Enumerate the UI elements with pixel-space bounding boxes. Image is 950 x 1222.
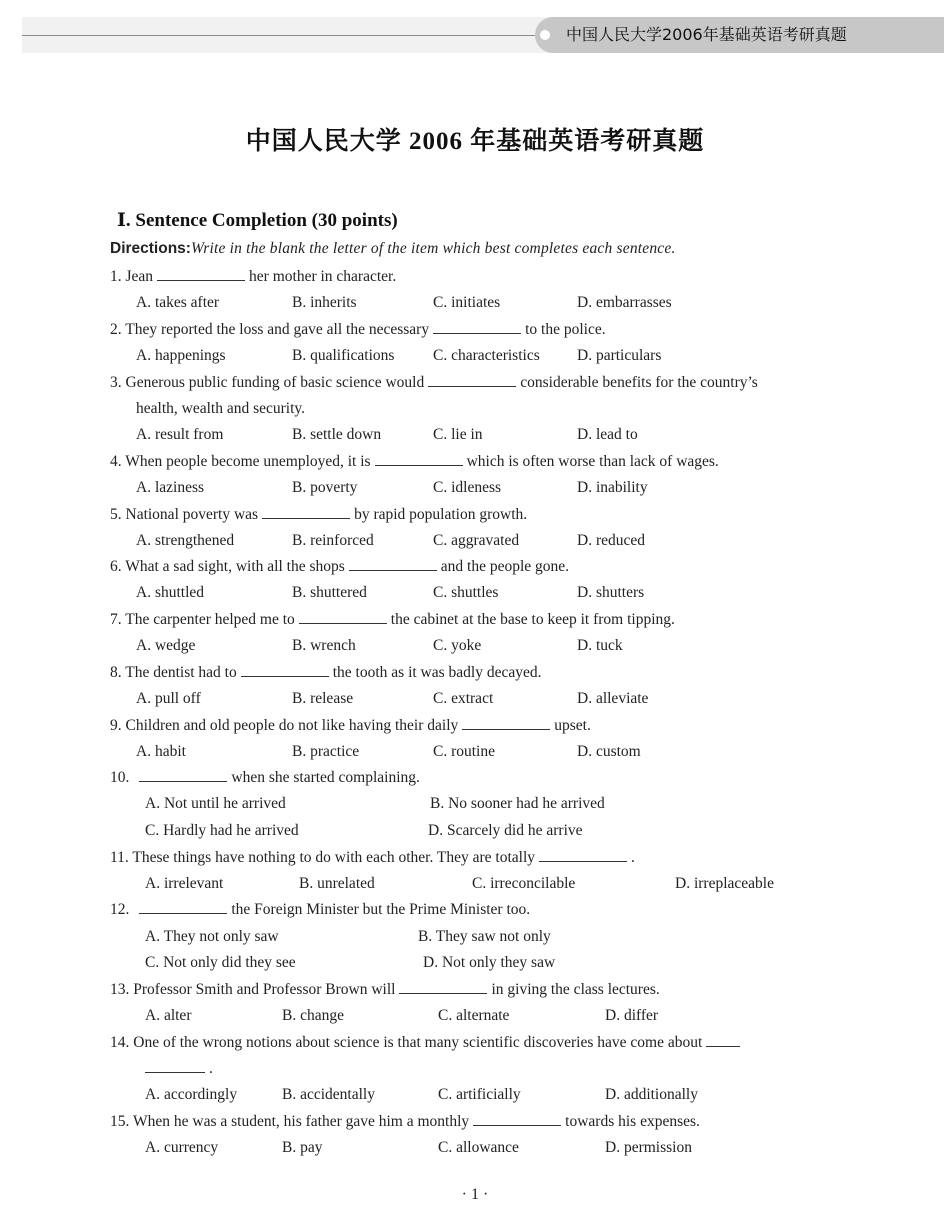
question-text: Jean (125, 268, 154, 285)
option-c: C. characteristics (433, 347, 540, 364)
question-text: One of the wrong notions about science is that many scientific discoveries have come about (133, 1034, 703, 1051)
directions (110, 240, 676, 258)
option-c: C. aggravated (433, 532, 520, 549)
question-text: The carpenter helped me to (125, 611, 295, 628)
option-c: C. initiates (433, 294, 501, 311)
option-c: C. allowance (438, 1139, 519, 1156)
answer-blank (462, 728, 550, 730)
answer-blank (139, 780, 227, 782)
question-3-continuation: health, wealth and security. (136, 400, 306, 417)
question-10 (110, 767, 420, 789)
question-text-after: upset. (554, 717, 591, 734)
option-a: A. strengthened (136, 532, 235, 549)
option-a: A. currency (145, 1139, 219, 1156)
option-b: B. release (292, 690, 354, 707)
answer-blank (349, 569, 437, 571)
option-b: B. No sooner had he arrived (430, 795, 605, 812)
option-c: C. alternate (438, 1007, 510, 1024)
question-2 (110, 319, 606, 341)
option-a: A. pull off (136, 690, 201, 707)
option-c: C. Not only did they see (145, 954, 296, 971)
question-14 (110, 1032, 744, 1054)
question-text: They reported the loss and gave all the necessary (125, 321, 430, 338)
option-c: C. idleness (433, 479, 502, 496)
running-header-title: 中国人民大学2006年基础英语考研真题 (566, 25, 847, 44)
answer-blank-continued (145, 1071, 205, 1073)
question-text-after: when she started complaining. (231, 769, 420, 786)
option-d: D. Not only they saw (423, 954, 556, 971)
option-a: A. They not only saw (145, 928, 279, 945)
option-a: A. accordingly (145, 1086, 238, 1103)
question-text: National poverty was (125, 506, 259, 523)
answer-blank (706, 1045, 740, 1047)
option-d: D. embarrasses (577, 294, 672, 311)
answer-blank (299, 622, 387, 624)
question-15 (110, 1111, 700, 1133)
option-a: A. Not until he arrived (145, 795, 286, 812)
answer-blank (262, 517, 350, 519)
section-heading: Ⅰ. Sentence Completion (30 points) (117, 210, 398, 231)
option-d: D. custom (577, 743, 641, 760)
option-b: B. unrelated (299, 875, 375, 892)
option-c: C. extract (433, 690, 494, 707)
question-text-after: to the police. (525, 321, 606, 338)
option-c: C. lie in (433, 426, 483, 443)
option-d: D. reduced (577, 532, 645, 549)
question-8 (110, 662, 542, 684)
question-text-after: the tooth as it was badly decayed. (332, 664, 542, 681)
question-text: Children and old people do not like having their daily (125, 717, 459, 734)
question-number: 15. (110, 1113, 130, 1130)
option-d: D. alleviate (577, 690, 649, 707)
question-number: 2. (110, 321, 122, 338)
answer-blank (539, 860, 627, 862)
question-text-after: her mother in character. (249, 268, 397, 285)
option-d: D. permission (605, 1139, 692, 1156)
question-text: When people become unemployed, it is (125, 453, 371, 470)
question-text: The dentist had to (125, 664, 237, 681)
option-b: B. shuttered (292, 584, 367, 601)
option-a: A. alter (145, 1007, 192, 1024)
question-text-after: towards his expenses. (565, 1113, 700, 1130)
question-text-after: and the people gone. (440, 558, 570, 575)
option-a: A. habit (136, 743, 186, 760)
option-a: A. result from (136, 426, 224, 443)
answer-blank (428, 385, 516, 387)
option-a: A. shuttled (136, 584, 205, 601)
question-number: 7. (110, 611, 122, 628)
question-4 (110, 451, 719, 473)
option-c: C. yoke (433, 637, 482, 654)
option-d: D. differ (605, 1007, 659, 1024)
question-text-after: . (209, 1060, 213, 1077)
question-number: 12. (110, 901, 130, 918)
option-b: B. wrench (292, 637, 356, 654)
question-number: 5. (110, 506, 122, 523)
page-number: · 1 · (461, 1186, 489, 1203)
question-text-after: by rapid population growth. (354, 506, 528, 523)
answer-blank (139, 912, 227, 914)
question-number: 1. (110, 268, 122, 285)
option-d: D. additionally (605, 1086, 698, 1103)
question-text: These things have nothing to do with each other. They are totally (132, 849, 536, 866)
question-12 (110, 899, 530, 921)
option-d: D. Scarcely did he arrive (428, 822, 583, 839)
option-c: C. artificially (438, 1086, 521, 1103)
page-title: 中国人民大学 2006 年基础英语考研真题 (245, 128, 705, 155)
question-number: 11. (110, 849, 129, 866)
answer-blank (157, 279, 245, 281)
question-number: 3. (110, 374, 122, 391)
question-13 (110, 979, 660, 1001)
answer-blank (375, 464, 463, 466)
option-a: A. happenings (136, 347, 226, 364)
question-text: Professor Smith and Professor Brown will (133, 981, 396, 998)
question-number: 6. (110, 558, 122, 575)
question-number: 13. (110, 981, 130, 998)
answer-blank (399, 992, 487, 994)
option-b: B. pay (282, 1139, 323, 1156)
option-a: A. wedge (136, 637, 196, 654)
question-5 (110, 504, 527, 526)
option-b: B. accidentally (282, 1086, 375, 1103)
option-c: C. Hardly had he arrived (145, 822, 299, 839)
answer-blank (433, 332, 521, 334)
question-number: 8. (110, 664, 122, 681)
option-b: B. They saw not only (418, 928, 551, 945)
option-b: B. inherits (292, 294, 357, 311)
question-9 (110, 715, 591, 737)
option-d: D. lead to (577, 426, 638, 443)
question-text-after: which is often worse than lack of wages. (466, 453, 719, 470)
question-text-after: . (631, 849, 635, 866)
answer-blank (241, 675, 329, 677)
question-7 (110, 609, 675, 631)
option-b: B. settle down (292, 426, 382, 443)
option-d: D. tuck (577, 637, 623, 654)
question-text: Generous public funding of basic science would (125, 374, 425, 391)
question-11 (110, 847, 635, 869)
question-text-after: in giving the class lectures. (491, 981, 660, 998)
bullet-icon (540, 30, 550, 40)
option-d: D. irreplaceable (675, 875, 774, 892)
directions-label: Directions: (110, 240, 191, 257)
option-c: C. irreconcilable (472, 875, 576, 892)
option-c: C. routine (433, 743, 495, 760)
directions-text: Write in the blank the letter of the item which best completes each sentence. (190, 240, 676, 257)
option-b: B. reinforced (292, 532, 374, 549)
option-b: B. change (282, 1007, 344, 1024)
option-b: B. poverty (292, 479, 358, 496)
option-d: D. shutters (577, 584, 645, 601)
question-6 (110, 556, 569, 578)
option-b: B. practice (292, 743, 360, 760)
option-d: D. inability (577, 479, 648, 496)
question-number: 14. (110, 1034, 130, 1051)
option-d: D. particulars (577, 347, 662, 364)
question-text-after: the cabinet at the base to keep it from tipping. (390, 611, 675, 628)
question-number: 4. (110, 453, 122, 470)
question-text: What a sad sight, with all the shops (125, 558, 345, 575)
question-number: 10. (110, 769, 130, 786)
header-rule (22, 35, 544, 36)
question-text-after: considerable benefits for the country’s (520, 374, 758, 391)
question-14-continuation (145, 1058, 213, 1080)
option-a: A. laziness (136, 479, 205, 496)
option-c: C. shuttles (433, 584, 499, 601)
option-b: B. qualifications (292, 347, 395, 364)
question-1 (110, 266, 396, 288)
question-3 (110, 372, 758, 394)
question-text: When he was a student, his father gave him a monthly (132, 1113, 470, 1130)
option-a: A. irrelevant (145, 875, 224, 892)
answer-blank (473, 1124, 561, 1126)
question-number: 9. (110, 717, 122, 734)
option-a: A. takes after (136, 294, 220, 311)
question-text-after: the Foreign Minister but the Prime Minister too. (231, 901, 531, 918)
